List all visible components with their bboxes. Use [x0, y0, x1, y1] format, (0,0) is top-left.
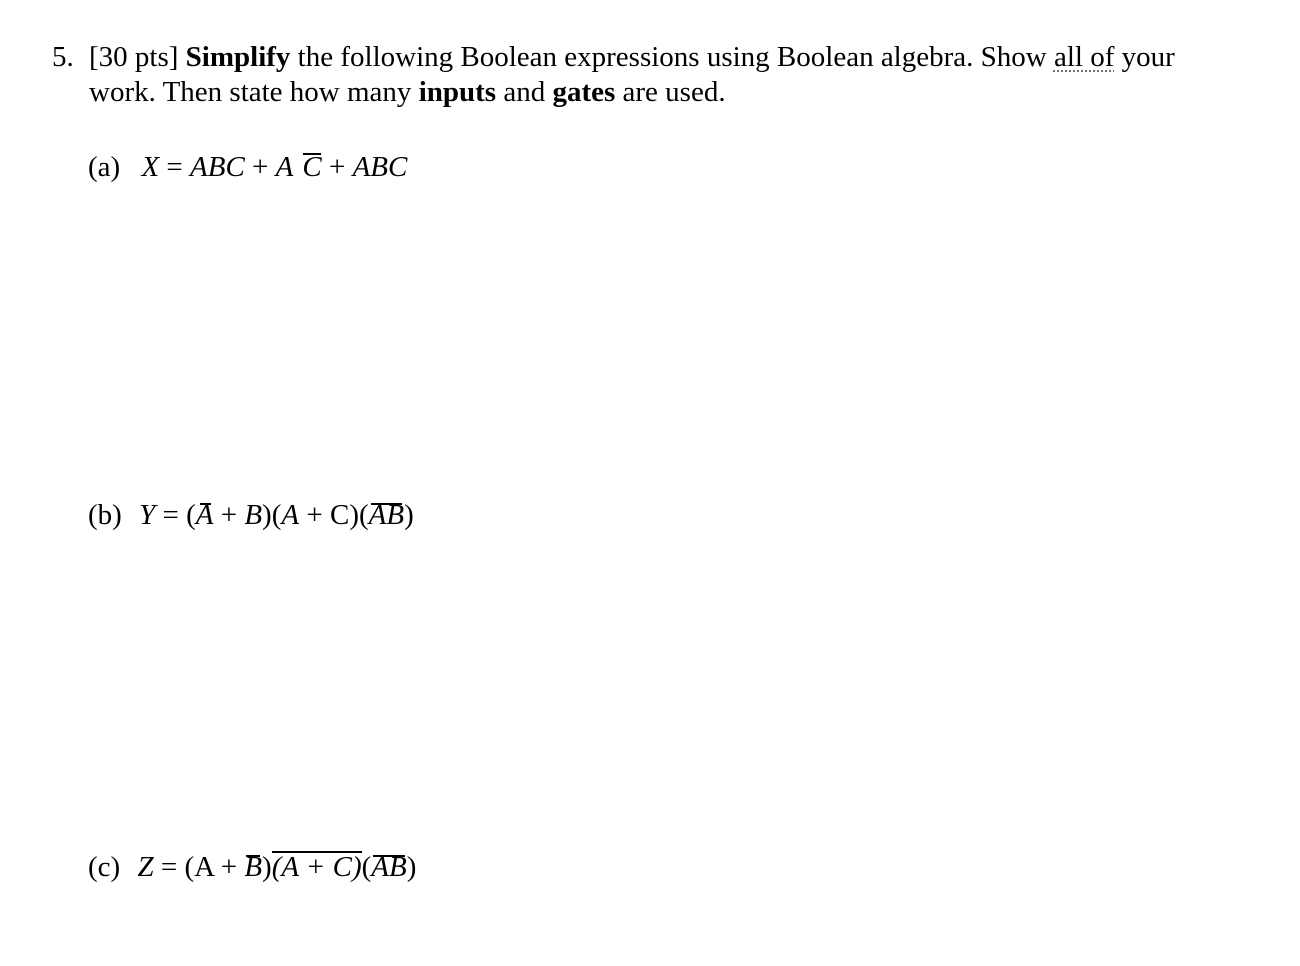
part-a-term2-complement: C [302, 151, 322, 183]
part-c-plus1: + [213, 851, 245, 883]
all-of-emphasis: all of [1053, 41, 1115, 73]
part-b-expression [88, 498, 414, 533]
part-b-lhs: Y [139, 499, 156, 531]
gates-word: gates [552, 76, 616, 108]
part-b-close2: ) [349, 499, 359, 531]
part-a-equals: = [159, 151, 191, 183]
question-number: 5. [52, 41, 74, 73]
part-a-expression [88, 150, 407, 185]
part-b-open1: ( [186, 499, 196, 531]
part-c-close3: ) [406, 851, 417, 883]
part-b-plus2: + [299, 499, 330, 531]
part-a-label: (a) [88, 151, 121, 183]
part-c-group2-complement: (A + C) [271, 851, 362, 883]
part-b-a-complement: A [195, 499, 214, 531]
part-a-plus1: + [244, 151, 276, 183]
part-b-b: B [244, 499, 263, 531]
part-b-open2: ( [271, 499, 282, 531]
question-5 [52, 40, 1252, 110]
part-b-close3: ) [404, 499, 414, 531]
part-a-term3: ABC [352, 151, 408, 183]
part-c-equals: = [153, 851, 185, 883]
points-label: [30 pts] [89, 41, 179, 73]
part-c-close1: ) [262, 851, 272, 883]
part-c-expression [88, 850, 416, 885]
part-a-lhs: X [141, 151, 160, 183]
part-c-open3: ( [361, 851, 372, 883]
part-a-term2-var: A [275, 151, 294, 183]
part-c-a: A [194, 851, 214, 883]
part-c-b-complement: B [244, 851, 263, 883]
part-b-a: A [281, 499, 300, 531]
part-a-plus2: + [321, 151, 353, 183]
prompt-text-4: are used. [615, 76, 726, 108]
part-b-plus1: + [213, 499, 245, 531]
question-prompt [89, 40, 1234, 110]
prompt-text-3: and [496, 76, 553, 108]
part-c-lhs: Z [137, 851, 154, 883]
part-b-close1: ) [262, 499, 272, 531]
part-a-term1: ABC [190, 151, 245, 183]
part-b-c: C [329, 499, 350, 531]
part-b-ab-complement: AB [368, 499, 405, 531]
part-c-open1: ( [184, 851, 195, 883]
part-b-open3: ( [358, 499, 369, 531]
part-c-label: (c) [88, 851, 121, 883]
prompt-text-2: your work. Then state how many [89, 41, 1175, 108]
part-c-ab-complement: AB [371, 851, 407, 883]
part-b-label: (b) [88, 499, 122, 531]
part-b-equals: = [155, 499, 187, 531]
inputs-word: inputs [418, 76, 497, 108]
prompt-text-1: the following Boolean expressions using Boolean algebra. Show [290, 41, 1054, 73]
simplify-word: Simplify [185, 41, 291, 73]
